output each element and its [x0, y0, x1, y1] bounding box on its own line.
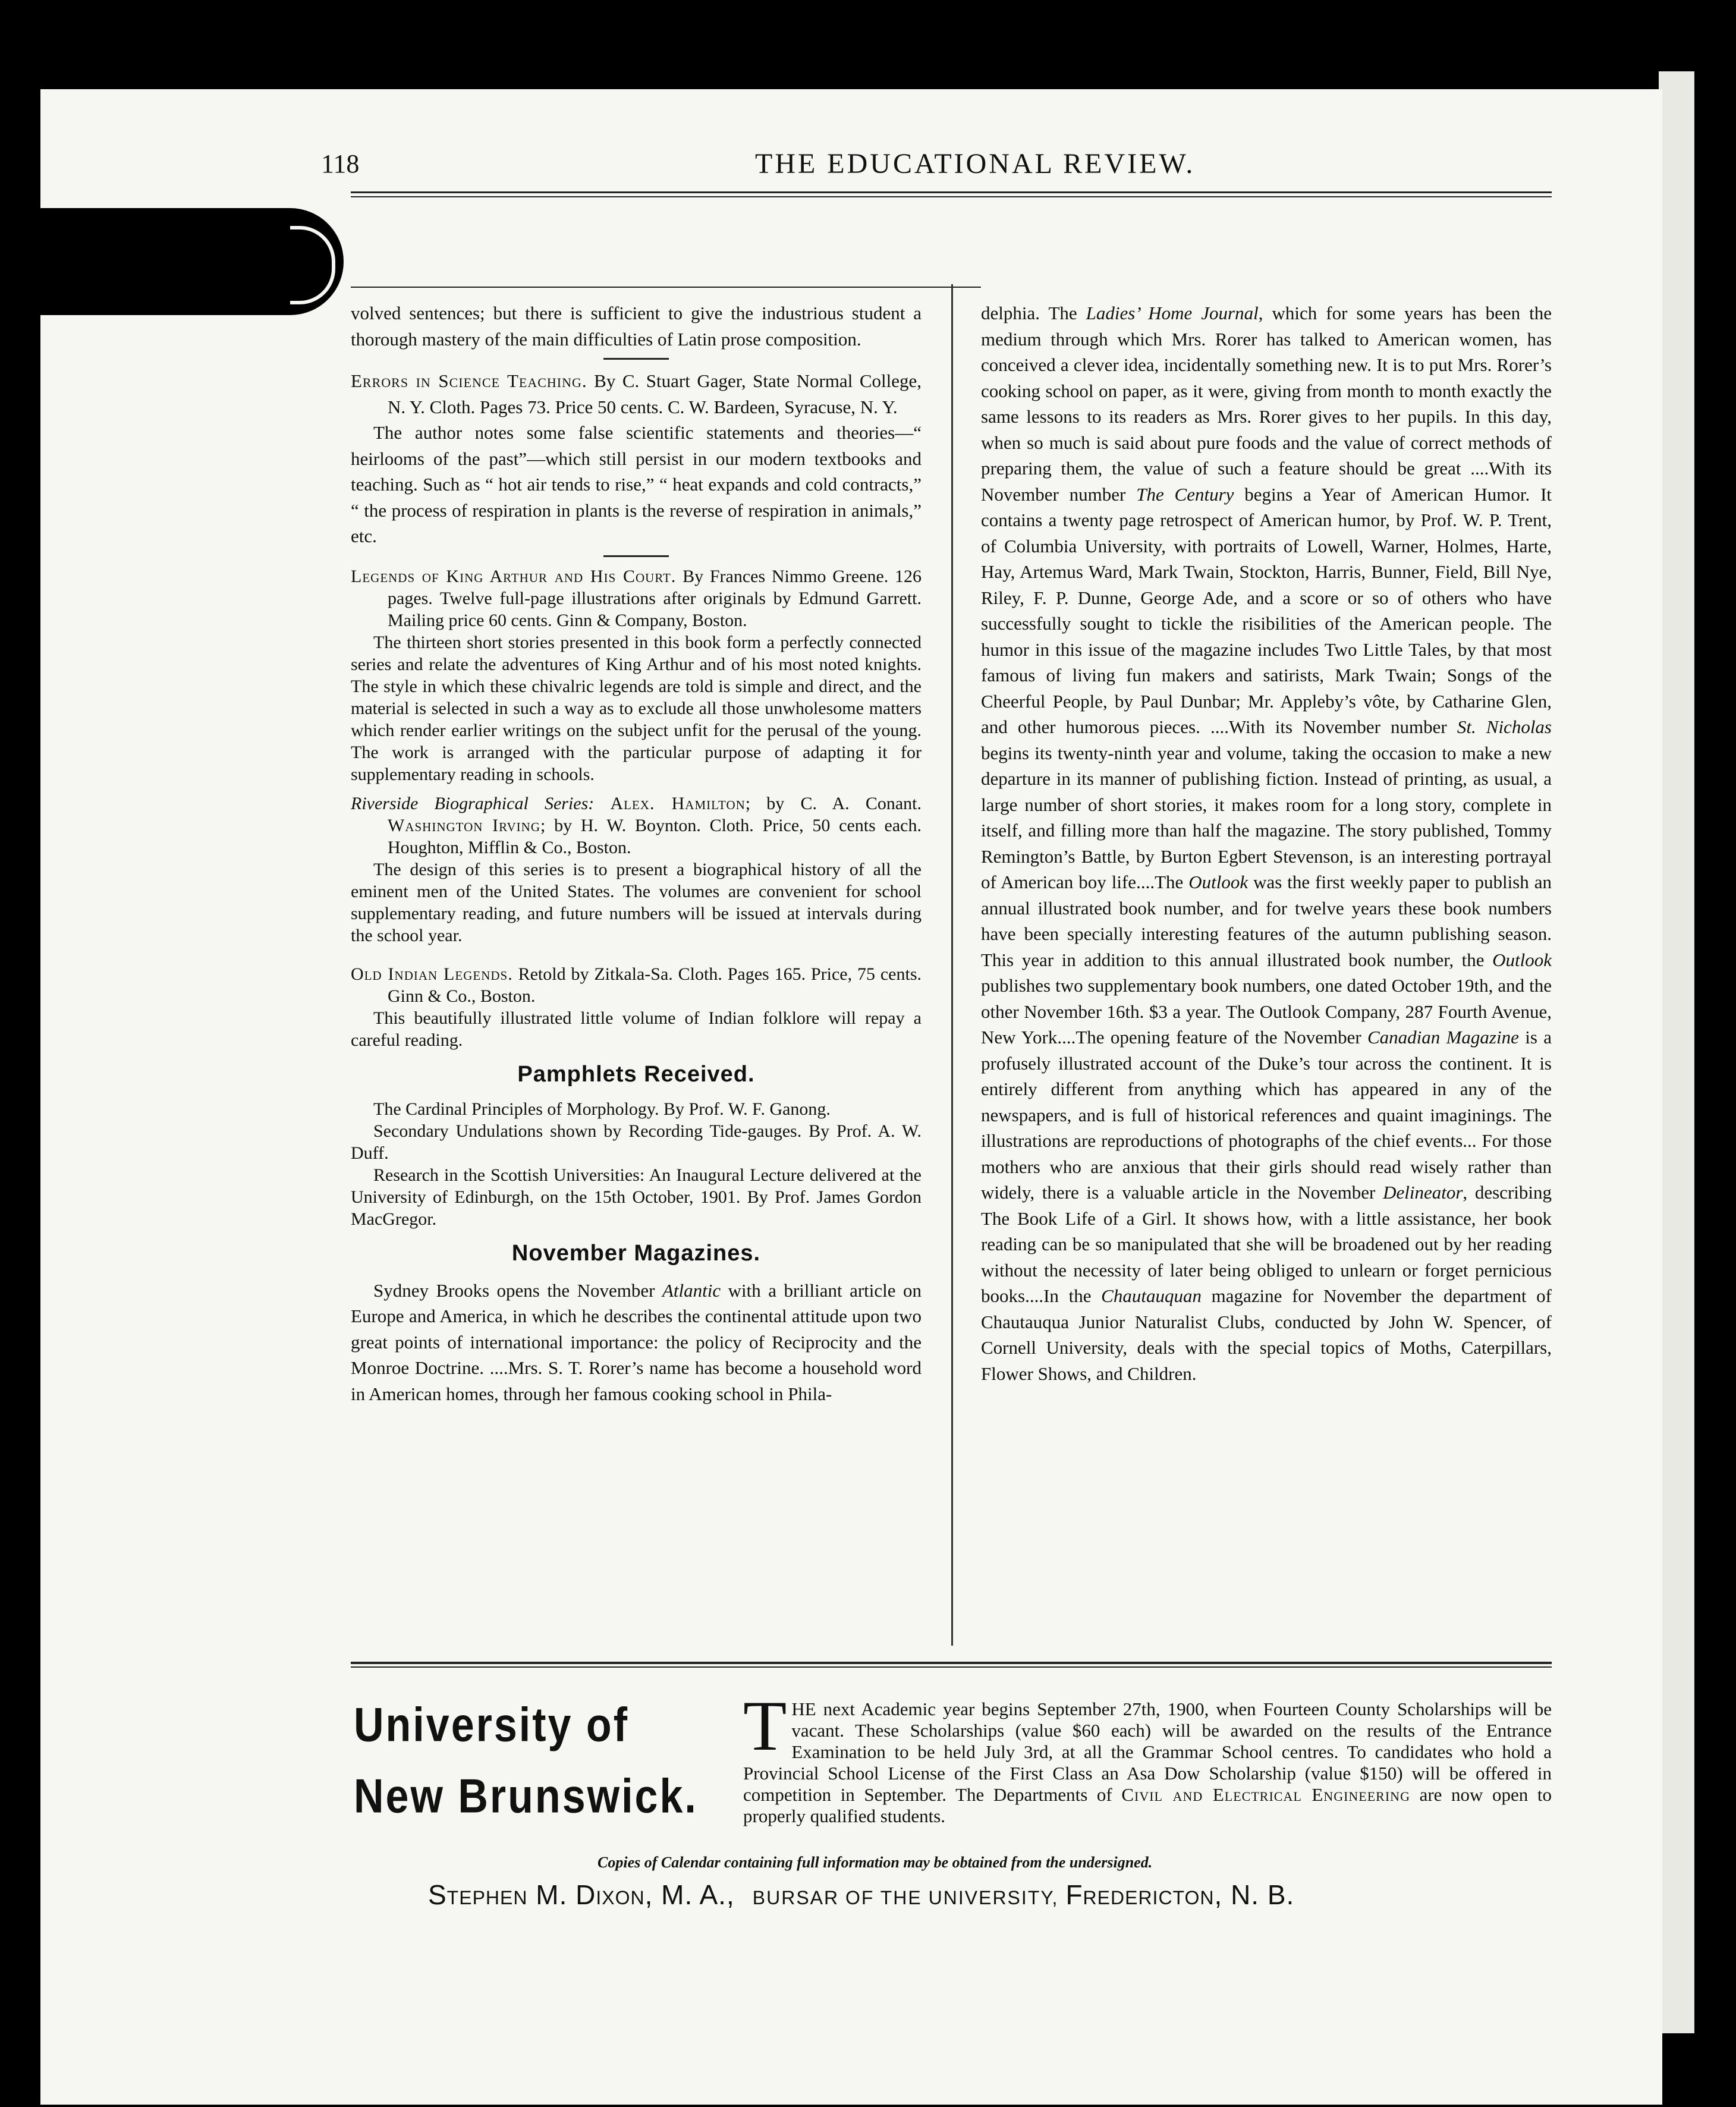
magazine-title: Canadian Magazine — [1367, 1027, 1519, 1048]
separator — [603, 555, 669, 557]
pamphlet-item: Research in the Scottish Universities: An Inaugural Lecture delivered at the University of Edinburgh, on the 15th October, 1901. By Prof. James Gordon MacGregor. — [351, 1165, 922, 1229]
text-run: was the first weekly paper to publish an annual illustrated book number, and for twelve years these book numbers have been specially interesting features of the autumn publishing season. This year in addition to this annual illustrated book number, the — [981, 872, 1552, 970]
column-head-rule-left — [351, 287, 981, 288]
magazine-title: Outlook — [1188, 872, 1248, 892]
series-name: Riverside Biographical Series: — [351, 793, 595, 813]
continuation-text: volved sentences; but there is sufficient to give the industrious student a thorough mastery of the main difficulties of Latin prose composition. — [351, 303, 922, 350]
review-body: This beautifully illustrated little volume of Indian folklore will repay a careful reading. — [351, 1008, 922, 1050]
running-title: THE EDUCATIONAL REVIEW. — [755, 148, 1196, 180]
separator — [603, 358, 669, 360]
review-details: Retold by Zitkala-Sa. Cloth. Pages 165. Price, 75 cents. Ginn & Co., Boston. — [388, 964, 922, 1006]
university-name-line1: University of — [354, 1698, 629, 1751]
review-details: ; by H. W. Boynton. Cloth. Price, 50 cents each. Houghton, Mifflin & Co., Boston. — [388, 815, 922, 857]
column-divider — [951, 284, 953, 1646]
text-run: delphia. The — [981, 303, 1086, 323]
bursar-role: BURSAR OF THE UNIVERSITY, — [752, 1887, 1059, 1908]
review-title: Errors in Science Teaching. — [351, 370, 587, 391]
magazine-title: St. Nicholas — [1457, 716, 1552, 737]
binder-clip — [40, 208, 344, 315]
page-number: 118 — [321, 149, 360, 178]
magazine-title: The Century — [1136, 483, 1234, 505]
review-title: Legends of King Arthur and His Court. — [351, 566, 677, 586]
pamphlets-list — [351, 1098, 922, 1230]
review-body: The thirteen short stories presented in this book form a perfectly connected series and relate the adventures of King Arthur and of his most noted knights. The style in which these chivalric legends are told is simple and direct, and the material is selected in such a way as to exclude all those unwholesome matters which render earlier writings on the subject unfit for the perusal of the young. The work is arranged with the particular purpose of adapting it for supplementary reading in schools. — [351, 632, 922, 784]
magazine-title: Outlook — [1492, 949, 1552, 970]
text-run: is a profusely illustrated account of the Duke’s tour across the continent. It is entirely different from anything which has appeared in any of the newspapers, and is full of historical references and quaint imaginings. The illustrations are reproductions of photographs of the chief events... For those mothers who are anxious that their girls should read wisely rather than widely, there is a valuable article in the November — [981, 1027, 1552, 1203]
header-rule-top — [351, 191, 1552, 193]
review-body: The author notes some false scientific statements and theories—“ heirlooms of the past”—which still persist in our modern textbooks and teaching. Such as “ hot air tends to rise,” “ heat expands and cold contracts,” “ the process of respiration in plants is the reverse of respiration in animals,” etc. — [351, 422, 922, 546]
university-advertisement — [351, 1662, 1552, 1840]
pamphlet-item: The Cardinal Principles of Morphology. By Prof. W. F. Ganong. — [373, 1099, 831, 1119]
review-king-arthur — [351, 565, 922, 785]
section-heading-pamphlets: Pamphlets Received. — [517, 1061, 755, 1087]
text-run: publishes two supplementary book numbers, one dated October 19th, and the other November 16th. $3 a year. The Outlook Company, 287 Fourth Avenue, New York....The opening feature of the November — [981, 975, 1552, 1048]
bursar-line — [428, 1879, 1294, 1911]
magazine-title: Chautauquan — [1101, 1285, 1202, 1306]
review-details: By C. Stuart Gager, State Normal College, N. Y. Cloth. Pages 73. Price 50 cents. C. W. Bardeen, Syracuse, N. Y. — [388, 370, 922, 417]
review-errors-in-science — [351, 368, 922, 549]
right-column — [981, 300, 1552, 1386]
text-run: begins a Year of American Humor. It contains a twenty page retrospect of American humor, by Prof. W. P. Trent, of Columbia University, with portraits of Lowell, Warner, Holmes, Harte, Hay, Artemus Ward, Mark Twain, Stockton, Harris, Bunner, Field, Bill Nye, Riley, F. P. Dunne, George Ade, and a score or so of others who have successfully sought to tickle the risibilities of the American people. The humor in this issue of the magazine includes Two Little Tales, by that most famous of living fun makers and satirists, Mark Twain; Songs of the Cheerful People, by Paul Dunbar; Mr. Appleby’s vôte, by Catharine Glen, and other humorous pieces. ....With its November number — [981, 483, 1552, 737]
review-details: By Frances Nimmo Greene. 126 pages. Twelve full-page illustrations after originals by Edmund Garrett. Mailing price 60 cents. Ginn & Company, Boston. — [388, 566, 922, 630]
review-riverside-series — [351, 793, 922, 946]
magazine-title: Delineator — [1383, 1182, 1463, 1203]
drop-cap: T — [743, 1686, 787, 1765]
review-title: Alex. Hamilton — [610, 793, 746, 813]
departments: Civil and Electrical Engineering — [1121, 1784, 1410, 1805]
university-name-line2: New Brunswick. — [354, 1769, 698, 1823]
text-run: , which for some years has been the medium through which Mrs. Rorer has talked to American women, has conceived a clever idea, incidentally something new. It is to put Mrs. Rorer’s cooking school on paper, as it were, giving from month to month exactly the same lessons to its readers as Mrs. Rorer gives to her pupils. In this day, when so much is said about pure foods and the value of correct methods of preparing them, the value of such a feature should be great ....With its November number — [981, 303, 1552, 505]
text-run: begins its twenty-ninth year and volume, taking the occasion to make a new departure in its manner of publishing fiction. Instead of printing, as usual, a large number of short stories, it makes room for a long story, complete in itself, and filling more than half the magazine. The story published, Tommy Remington’s Battle, by Burton Egbert Stevenson, is an interesting portrayal of American boy life....The — [981, 742, 1552, 892]
bursar-place: Fredericton, N. B. — [1065, 1879, 1295, 1910]
text-run: magazine for November the department of Chautauqua Junior Naturalist Clubs, conducted by John W. Spencer, of Cornell University, deals with the special topics of Moths, Caterpillars, Flower Shows, and Children. — [981, 1285, 1552, 1384]
magazine-title: Atlantic — [662, 1279, 721, 1301]
review-old-indian-legends — [351, 963, 922, 1051]
magazines-intro: Sydney Brooks opens the November Atlantic with a brilliant article on Europe and America, in which he describes the continental attitude upon two great points of international importance: the policy of Reciprocity and the Monroe Doctrine. ....Mrs. S. T. Rorer’s name has become a household word in American homes, through her famous cooking school in Phila- — [351, 1279, 922, 1404]
header-rule-bottom — [351, 196, 1552, 197]
magazine-title: Ladies’ Home Journal — [1086, 303, 1259, 323]
pamphlet-item: Secondary Undulations shown by Recording Tide-gauges. By Prof. A. W. Duff. — [351, 1121, 922, 1163]
magazines-continued — [981, 300, 1552, 1386]
left-column — [351, 300, 922, 1407]
text-run: , describing The Book Life of a Girl. It shows how, with a little assistance, her book reading can be so manipulated that she will be broadened out by her reading without the necessity of later being obliged to unlearn or forget pernicious books....In the — [981, 1182, 1552, 1306]
section-heading-magazines: November Magazines. — [511, 1241, 761, 1266]
review-title: Old Indian Legends. — [351, 964, 513, 984]
review-body: The design of this series is to present a biographical history of all the eminent men of the United States. The volumes are convenient for school supplementary reading, and future numbers will be issued at intervals during the school year. — [351, 859, 922, 945]
review-details: ; by C. A. Conant. — [745, 793, 922, 813]
adjacent-page-edge — [1659, 71, 1694, 2033]
bursar-name: Stephen M. Dixon, M. A., — [428, 1879, 735, 1910]
ad-body: THE next Academic year begins September 27th, 1900, when Fourteen County Scholarships will be vacant. These Scholarships (value $60 each) will be awarded on the results of the Entrance Examination to be held July 3rd, at all the Grammar School centres. To candidates who hold a Provincial School License of the First Class an Asa Dow Scholarship (value $150) will be offered in competition in September. The Departments of Civil and Electrical Engineering are now open to properly qualified students. — [743, 1686, 1552, 1826]
calendar-note: Copies of Calendar containing full information may be obtained from the undersigned. — [597, 1854, 1153, 1871]
review-title: Washington Irving — [388, 815, 540, 835]
